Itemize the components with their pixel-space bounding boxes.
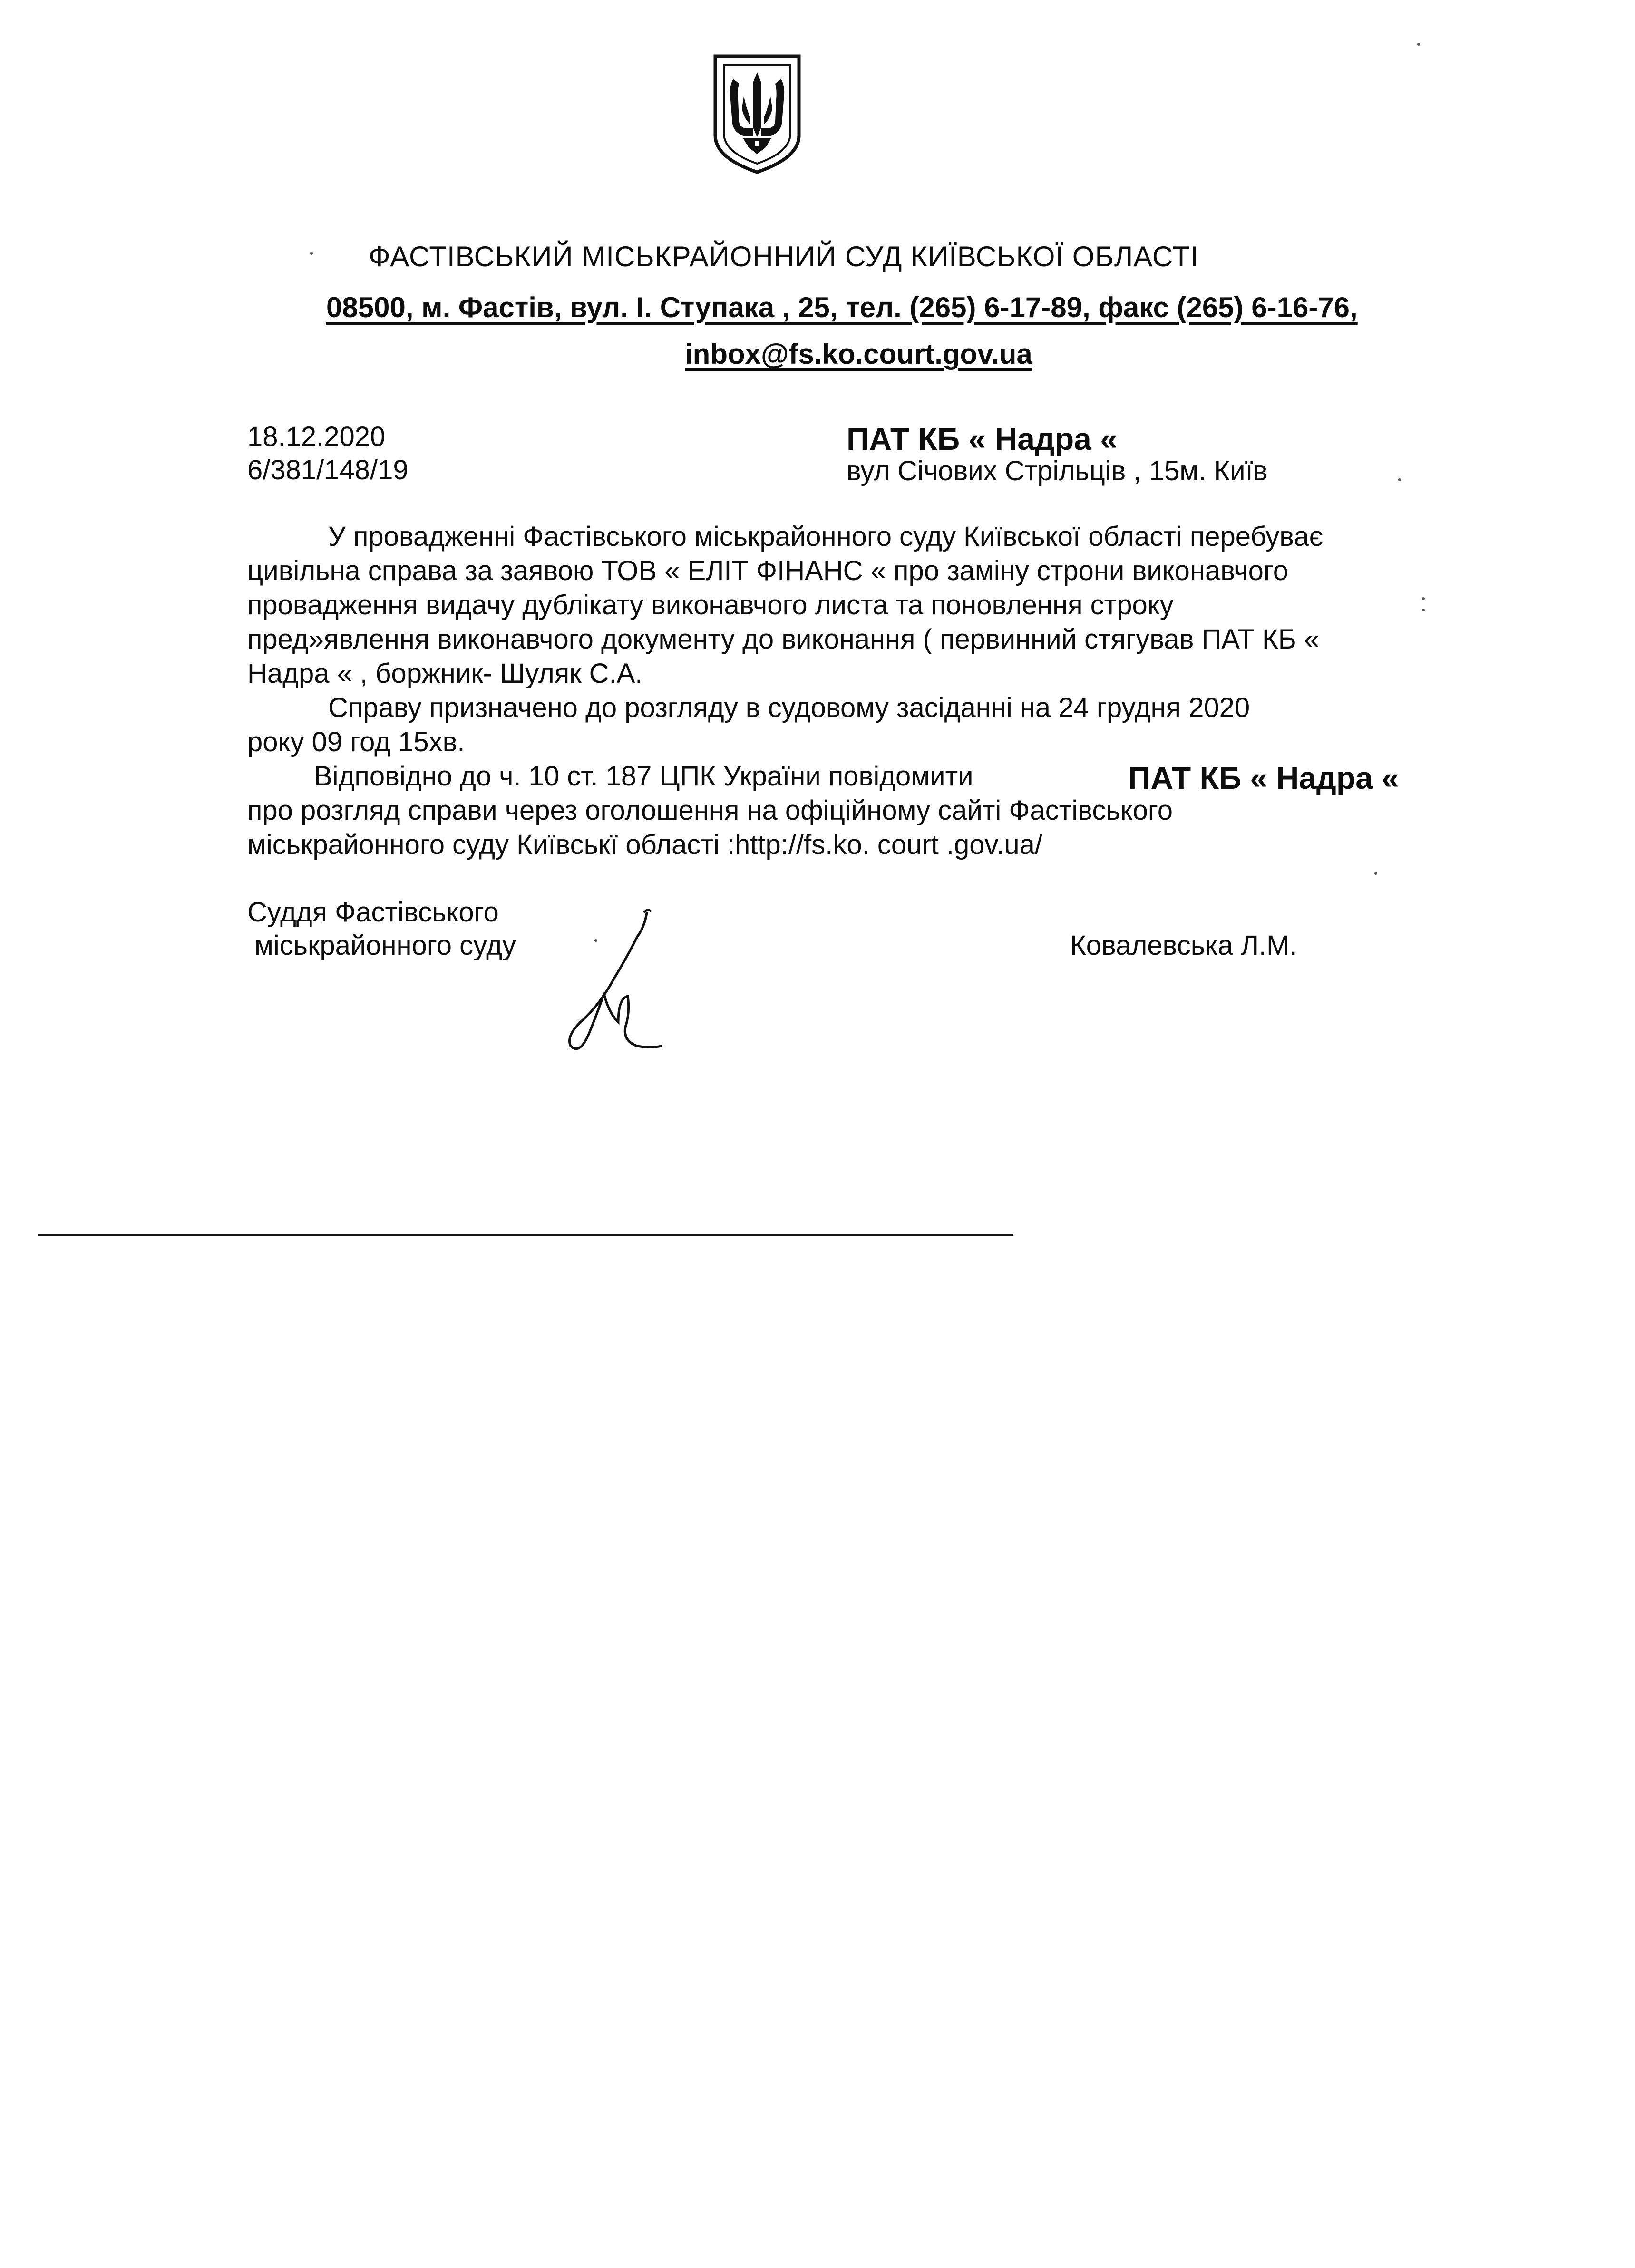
body-line: року 09 год 15хв. [247, 727, 465, 757]
scan-speck [1417, 43, 1420, 46]
body-line: провадження видачу дублікату виконавчого листа та поновлення строку [247, 590, 1174, 620]
trident-coat-of-arms-icon [710, 52, 805, 176]
judge-title-line1: Суддя Фастівського [247, 897, 499, 928]
document-date: 18.12.2020 [247, 421, 386, 452]
scan-speck [1398, 478, 1401, 481]
scan-speck [594, 939, 597, 942]
judge-title-line2: міськрайонного суду [254, 930, 516, 961]
handwritten-signature [547, 903, 680, 1065]
body-line: міськрайонного суду Київськї області :http://fs.ko. court .gov.ua/ [247, 829, 1042, 860]
recipient-name: ПАТ КБ « Надра « [847, 421, 1118, 456]
body-line: пред»явлення виконавчого документу до виконання ( первинний стягував ПАТ КБ « [247, 624, 1320, 655]
body-line: У провадженні Фастівського міськрайонного суду Київської області перебуває [328, 521, 1324, 552]
divider-line [38, 1234, 1013, 1236]
body-line-recipient-bold: ПАТ КБ « Надра « [1128, 760, 1399, 795]
body-line: Справу призначено до розгляду в судовому засіданні на 24 грудня 2020 [328, 692, 1250, 723]
scan-speck [310, 252, 313, 255]
court-email: inbox@fs.ko.court.gov.ua [685, 338, 1032, 370]
case-number: 6/381/148/19 [247, 455, 409, 485]
court-name-heading: ФАСТІВСЬКИЙ МІСЬКРАЙОННИЙ СУД КИЇВСЬКОЇ ОБЛАСТІ [369, 241, 1199, 272]
scan-speck [1422, 597, 1425, 600]
scan-speck [1374, 872, 1377, 875]
scan-speck [1422, 609, 1425, 611]
recipient-address: вул Січових Стрільців , 15м. Київ [847, 456, 1268, 486]
body-line: цивільна справа за заявою ТОВ « ЕЛІТ ФІНАНС « про заміну строни виконавчого [247, 555, 1289, 586]
body-line: Надра « , боржник- Шуляк С.А. [247, 658, 643, 689]
body-line: Відповідно до ч. 10 ст. 187 ЦПК України повідомити [314, 761, 973, 792]
body-line: про розгляд справи через оголошення на офіційному сайті Фастівського [247, 795, 1173, 826]
judge-name: Ковалевська Л.М. [1070, 930, 1297, 961]
court-address: 08500, м. Фастів, вул. І. Ступака , 25, тел. (265) 6-17-89, факс (265) 6-16-76, [326, 291, 1358, 323]
